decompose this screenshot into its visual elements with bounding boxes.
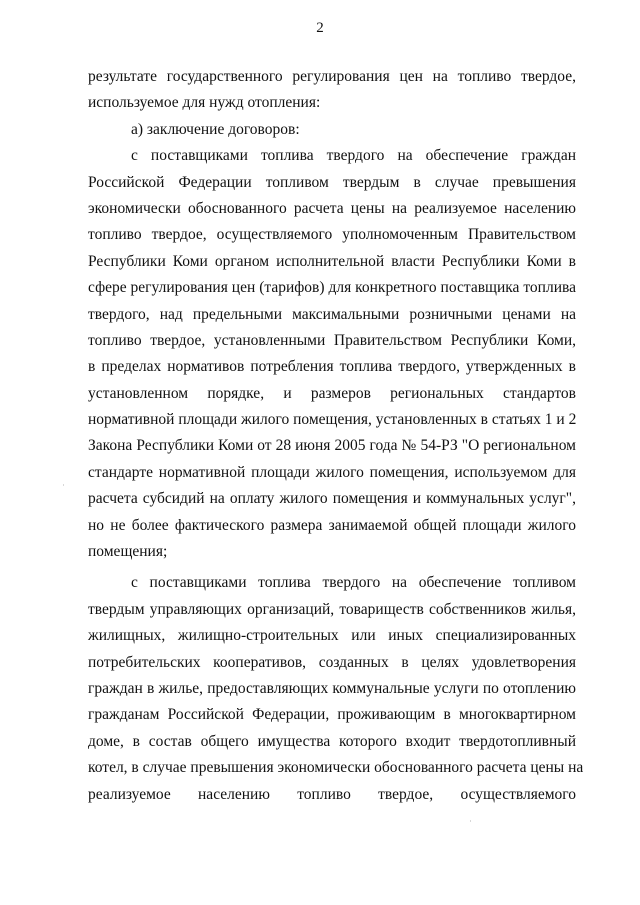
body-text	[88, 64, 584, 808]
page-number: 2	[316, 20, 324, 36]
text-line: нормативной площади жилого помещения, установленных в статьях 1 и 2	[88, 411, 577, 429]
text-line: гражданам Российской Федерации, проживающим в многоквартирном	[88, 706, 576, 724]
text-line: котел, в случае превышения экономически обоснованного расчета цены на	[88, 759, 584, 777]
text-line: расчета субсидий на оплату жилого помещения и коммунальных услуг",	[88, 490, 576, 508]
text-line: жилищных, жилищно-строительных или иных специализированных	[88, 627, 576, 645]
text-line: помещения;	[88, 543, 168, 561]
text-line: Российской Федерации топливом твердым в случае превышения	[88, 173, 576, 191]
text-line: потребительских кооперативов, созданных в целях удовлетворения	[88, 653, 576, 671]
text-line: топливо твердое, осуществляемого уполномоченным Правительством	[88, 226, 576, 244]
text-line: граждан в жилье, предоставляющих коммунальные услуги по отоплению	[88, 679, 576, 697]
text-line: с поставщиками топлива твердого на обеспечение граждан	[131, 147, 576, 165]
text-line: в пределах нормативов потребления топлива твердого, утвержденных в	[88, 358, 576, 376]
text-line: используемое для нужд отопления:	[88, 94, 321, 112]
text-line: установленном порядке, и размеров региональных стандартов	[88, 384, 576, 402]
text-line: результате государственного регулирования цен на топливо твердое,	[88, 68, 576, 85]
text-line: доме, в состав общего имущества которого входит твердотопливный	[88, 732, 576, 750]
text-line: топливо твердое, установленными Правительством Республики Коми,	[88, 331, 576, 349]
text-line: реализуемое населению топливо твердое, осуществляемого	[88, 785, 576, 803]
text-line: сфере регулирования цен (тарифов) для конкретного поставщика топлива	[88, 279, 576, 297]
text-line: экономически обоснованного расчета цены на реализуемое населению	[88, 199, 576, 217]
text-line: стандарте нормативной площади жилого помещения, используемом для	[88, 463, 576, 481]
text-line: с поставщиками топлива твердого на обеспечение топливом	[131, 574, 576, 592]
text-line: Закона Республики Коми от 28 июня 2005 года № 54-РЗ "О региональном	[88, 437, 576, 455]
text-line: Республики Коми органом исполнительной власти Республики Коми в	[88, 252, 576, 270]
text-line: а) заключение договоров:	[131, 120, 300, 138]
text-line: твердого, над предельными максимальными розничными ценами на	[88, 305, 576, 323]
text-line: твердым управляющих организаций, товариществ собственников жилья,	[88, 600, 576, 618]
text-line: но не более фактического размера занимаемой общей площади жилого	[88, 516, 576, 534]
scan-speck	[470, 820, 471, 822]
scan-speck	[63, 484, 64, 486]
